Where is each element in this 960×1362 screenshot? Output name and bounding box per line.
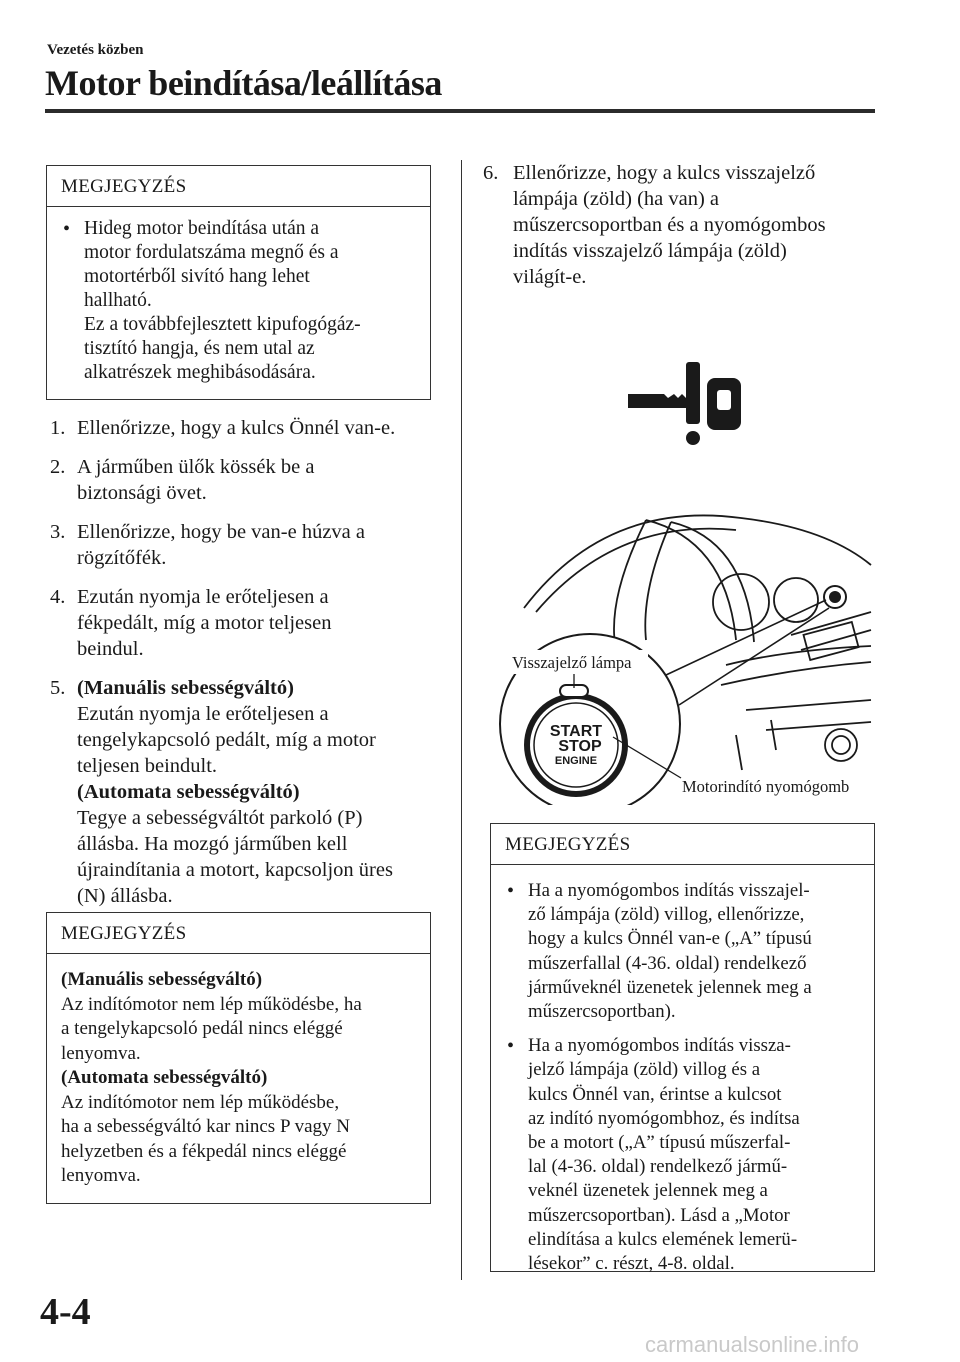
text-line: lenyomva. <box>61 1165 141 1186</box>
figure-dashboard-illustration <box>496 350 876 805</box>
step-number: 4. <box>50 586 66 608</box>
text-line: fékpedált, míg a motor teljesen <box>77 612 332 634</box>
page-title: Motor beindítása/leállítása <box>45 63 442 103</box>
step-3 <box>50 519 445 571</box>
step-number: 5. <box>50 677 66 699</box>
key-warning-icon <box>496 350 741 445</box>
text-line: elindítása a kulcs elemének lemerü- <box>528 1228 798 1250</box>
note-box-indicator-flashing <box>490 823 875 1275</box>
text-line: Ez a továbbfejlesztett kipufogógáz- <box>84 314 361 335</box>
text-line: jelző lámpája (zöld) villog és a <box>528 1059 761 1081</box>
text-line: világít-e. <box>513 266 587 288</box>
magnifier-connector <box>666 600 826 675</box>
dashboard-start-button-core-icon <box>829 591 841 603</box>
button-text-stop: STOP <box>558 738 602 755</box>
text-line: A járműben ülők kössék be a <box>77 456 315 478</box>
text-line: indítás visszajelző lámpája (zöld) <box>513 240 787 262</box>
text-line: műszercsoportban és a nyomógombos <box>513 214 826 236</box>
text-line: hogy a kulcs Önnél van-e („A” típusú <box>528 928 812 950</box>
label-indicator-lamp: Visszajelző lámpa <box>512 653 632 672</box>
dashboard-illustration <box>496 350 876 805</box>
text-line: Ellenőrizze, hogy a kulcs Önnél van-e. <box>77 417 396 439</box>
magnifier-connector <box>679 608 829 705</box>
step-number: 6. <box>483 162 499 184</box>
step-5 <box>50 675 445 909</box>
note-body <box>47 954 430 1201</box>
text-line: motortérből sivító hang lehet <box>84 266 310 287</box>
text-line: a tengelykapcsoló pedál nincs eléggé <box>61 1018 343 1039</box>
text-line: ha a sebességváltó kar nincs P vagy N <box>61 1116 350 1137</box>
note-bullet <box>505 879 860 1024</box>
subheading-manual: (Manuális sebességváltó) <box>61 969 263 990</box>
page-number: 4-4 <box>40 1291 91 1333</box>
subheading-manual: (Manuális sebességváltó) <box>77 677 294 699</box>
text-line: Az indítómotor nem lép működésbe, <box>61 1091 340 1113</box>
text-line: műszercsoportban). Lásd a „Motor <box>528 1204 790 1226</box>
text-line: Ellenőrizze, hogy a kulcs visszajelző <box>513 162 816 184</box>
text-line: Tegye a sebességváltót parkoló (P) <box>77 807 363 829</box>
step-number: 1. <box>50 417 66 439</box>
text-line: lal (4-36. oldal) rendelkező jármű- <box>528 1156 788 1178</box>
text-line: tengelykapcsoló pedált, míg a motor <box>77 729 376 751</box>
step-list-left <box>50 415 445 922</box>
watermark: carmanualsonline.info <box>645 1332 860 1357</box>
subheading-automatic: (Automata sebességváltó) <box>77 781 300 803</box>
step-number: 3. <box>50 521 66 543</box>
text-line: ző lámpája (zöld) villog, ellenőrizze, <box>528 904 805 926</box>
text-line: lámpája (zöld) (ha van) a <box>513 188 720 210</box>
label-start-button: Motorindító nyomógomb <box>682 777 850 796</box>
text-line: teljesen beindult. <box>77 755 218 777</box>
button-text-engine: ENGINE <box>554 755 598 767</box>
text-line: (N) állásba. <box>77 885 173 907</box>
note-body <box>47 207 430 397</box>
step-2 <box>50 454 445 506</box>
warning-mark: ! <box>496 350 497 351</box>
button-text-start: START <box>549 723 603 740</box>
note-body <box>491 865 874 1288</box>
note-heading: MEGJEGYZÉS <box>47 166 430 207</box>
step-4 <box>50 584 445 662</box>
text-line: lenyomva. <box>61 1042 141 1064</box>
text-line: rögzítőfék. <box>77 547 167 569</box>
text-line: állásba. Ha mozgó járműben kell <box>77 833 348 855</box>
text-line: Ezután nyomja le erőteljesen a <box>77 703 329 725</box>
text-line: • Ha a nyomógombos indítás visszajel- <box>528 880 810 901</box>
text-line: alkatrészek meghibásodására. <box>84 362 316 383</box>
text-line: be a motort („A” típusú műszerfal- <box>528 1132 791 1154</box>
text-line: Ezután nyomja le erőteljesen a <box>77 586 329 608</box>
text-line: tisztító hangja, és nem utal az <box>84 338 315 359</box>
subheading-automatic: (Automata sebességváltó) <box>61 1067 268 1088</box>
text-line: az indító nyomógombhoz, és indítsa <box>528 1107 800 1129</box>
text-line: újraindítania a motort, kapcsoljon üres <box>77 859 393 881</box>
text-line: járműveknél üzenetek jelennek meg a <box>528 976 812 998</box>
text-line: hallható. <box>84 290 152 311</box>
text-line: műszerfallal (4-36. oldal) rendelkező <box>528 952 807 974</box>
note-box-cold-start <box>46 165 431 400</box>
text-line: Ellenőrizze, hogy be van-e húzva a <box>77 521 366 543</box>
note-bullet <box>505 1034 860 1276</box>
note-box-starter <box>46 912 431 1204</box>
text-line: Az indítómotor nem lép működésbe, ha <box>61 993 362 1015</box>
text-line: műszercsoportban). <box>528 1001 676 1023</box>
section-label: Vezetés közben <box>47 42 144 58</box>
note-heading: MEGJEGYZÉS <box>47 913 430 954</box>
text-line: veknél üzenetek jelennek meg a <box>528 1180 768 1202</box>
text-line: beindul. <box>77 638 144 660</box>
text-line: lésekor” c. részt, 4-8. oldal. <box>528 1253 735 1275</box>
text-line: helyzetben és a fékpedál nincs eléggé <box>61 1140 347 1162</box>
step-list-right <box>483 160 883 303</box>
text-line: motor fordulatszáma megnő és a <box>84 242 339 263</box>
step-6 <box>483 160 883 290</box>
text-line: • Hideg motor beindítása után a <box>84 218 320 239</box>
text-line: • Ha a nyomógombos indítás vissza- <box>528 1035 791 1057</box>
text-line: biztonsági övet. <box>77 482 207 504</box>
text-line: kulcs Önnél van, érintse a kulcsot <box>528 1083 782 1105</box>
note-bullet <box>61 217 416 385</box>
note-heading: MEGJEGYZÉS <box>491 824 874 865</box>
step-number: 2. <box>50 456 66 478</box>
title-rule <box>45 109 875 113</box>
column-divider <box>461 160 462 1280</box>
step-1 <box>50 415 445 441</box>
